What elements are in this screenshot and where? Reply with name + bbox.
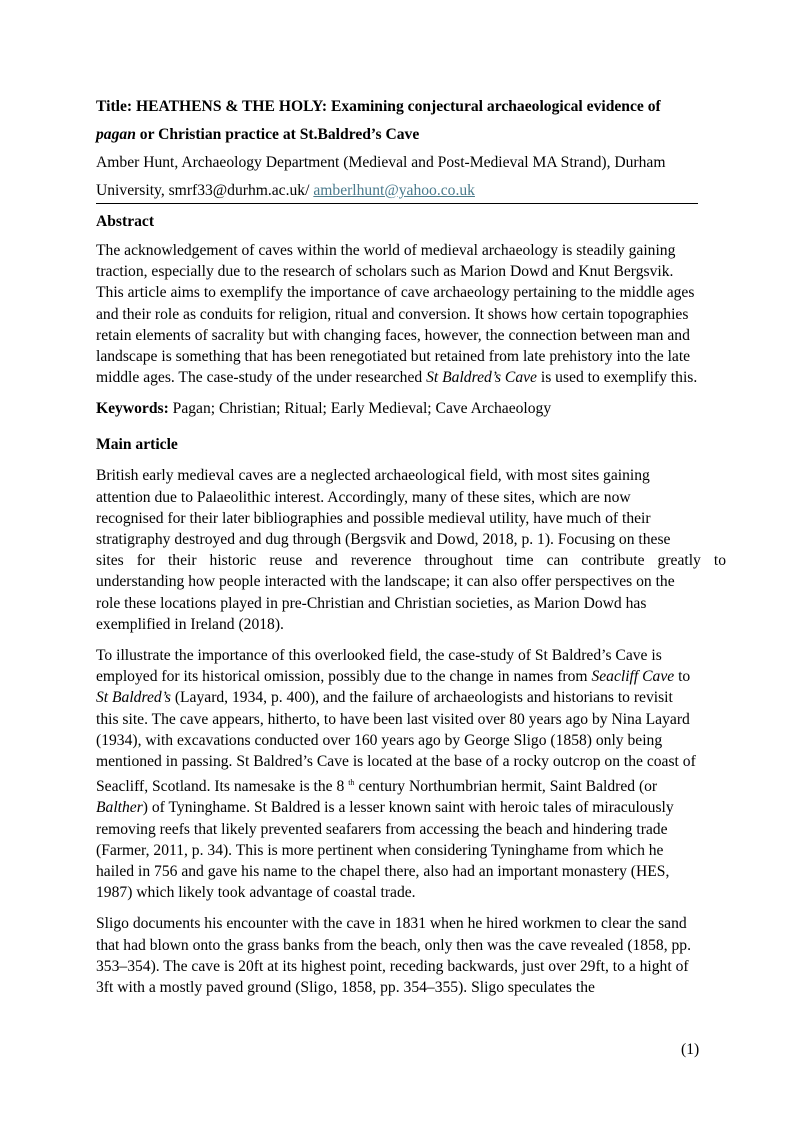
balther-italic: Balther <box>96 799 143 817</box>
title-line-1: Title: HEATHENS & THE HOLY: Examining conjectural archaeological evidence of <box>96 98 661 115</box>
keywords <box>96 398 698 419</box>
email-link[interactable]: amberlhunt@yahoo.co.uk <box>313 182 475 199</box>
paragraph-2-text-d: century Northumbrian hermit, Saint Baldred (or <box>354 778 658 796</box>
abstract-text <box>96 240 698 388</box>
main-paragraph-3: Sligo documents his encounter with the cave in 1831 when he hired workmen to clear the sand that had blown onto the grass banks from the beach, only then was the cave revealed (1858, pp. 353–354). The cave is 20ft at its highest point, receding backwards, just over 29ft, to a hight of 3ft with a mostly paved ground (Sligo, 1858, pp. 354–355). Sligo speculates the <box>96 915 691 997</box>
abstract-italic: St Baldred’s Cave <box>426 369 537 387</box>
author-info <box>96 149 698 205</box>
paragraph-2-text-b: to <box>674 668 691 686</box>
paragraph-2-text-c: (Layard, 1934, p. 400), and the failure of archaeologists and historians to revisit this site. The cave appears, hitherto, to have been last visited over 80 years ago by Nina Layard (1934), with excavations conducted over 160 years ago by George Sligo (1858) only being mentioned in passing. St Baldred’s Cave is located at the base of a rocky outcrop on the coast of Seacliff, Scotland. Its namesake is the 8 <box>96 689 696 796</box>
abstract-body: The acknowledgement of caves within the world of medieval archaeology is steadily gaining traction, especially due to the research of scholars such as Marion Dowd and Knut Bergsvik. This article aims to exemplify the importance of cave archaeology pertaining to the middle ages and their role as conduits for religion, ritual and conversion. It shows how certain topographies retain elements of sacrality but with changing faces, however, the connection between man and landscape is something that has been renegotiated but retained from late prehistory into the late middle ages. The case-study of the under researched <box>96 242 695 387</box>
document-title <box>96 93 698 149</box>
ordinal-superscript: th <box>348 778 355 788</box>
paragraph-1-start: British early medieval caves are a neglected archaeological field, with most sites gaining attention due to Palaeolithic interest. Accordingly, many of these sites, which are now recognised for their later bibliographies and possible medieval utility, have much of their stratigraphy destroyed and dug through (Bergsvik and Dowd, 2018, p. 1). Focusing on these <box>96 467 671 549</box>
abstract-end: is used to exemplify this. <box>536 369 698 387</box>
paragraph-2-text-a: To illustrate the importance of this overlooked field, the case-study of St Baldred’s Cave is employed for its historical omission, possibly due to the change in names from <box>96 647 662 686</box>
page-number: (1) <box>681 1041 700 1058</box>
main-paragraph-1 <box>96 465 726 635</box>
abstract-heading: Abstract <box>96 213 155 230</box>
author-email: University, smrf33@durhm.ac.uk/ <box>96 182 314 199</box>
document-page <box>96 93 726 1008</box>
main-article-heading: Main article <box>96 436 178 454</box>
seacliff-cave-italic: Seacliff Cave <box>591 668 675 686</box>
paragraph-1-end: understanding how people interacted with the landscape; it can also offer perspectives on the role these locations played in pre-Christian and Christian societies, as Marion Dowd has exemplified in Ireland (2018). <box>96 573 675 633</box>
st-baldreds-italic: St Baldred’s <box>96 689 171 707</box>
title-italic-word: pagan <box>96 126 136 143</box>
author-affiliation: Amber Hunt, Archaeology Department (Medieval and Post-Medieval MA Strand), Durham <box>96 154 666 171</box>
title-line-2: or Christian practice at St.Baldred’s Cave <box>135 126 420 143</box>
keywords-value: Pagan; Christian; Ritual; Early Medieval; Cave Archaeology <box>168 400 552 418</box>
paragraph-1-justified-line: sites for their historic reuse and reverence throughout time can contribute greatly to <box>96 552 726 570</box>
paragraph-2-text-e: ) of Tyninghame. St Baldred is a lesser known saint with heroic tales of miraculously removing reefs that likely prevented seafarers from accessing the beach and hindering trade (Farmer, 2011, p. 34). This is more pertinent when considering Tyninghame from which he hailed in 756 and gave his name to the chapel there, also had an important monastery (HES, 1987) which likely took advantage of coastal trade. <box>96 799 674 902</box>
main-paragraph-2 <box>96 645 698 903</box>
keywords-label: Keywords: <box>96 400 169 418</box>
